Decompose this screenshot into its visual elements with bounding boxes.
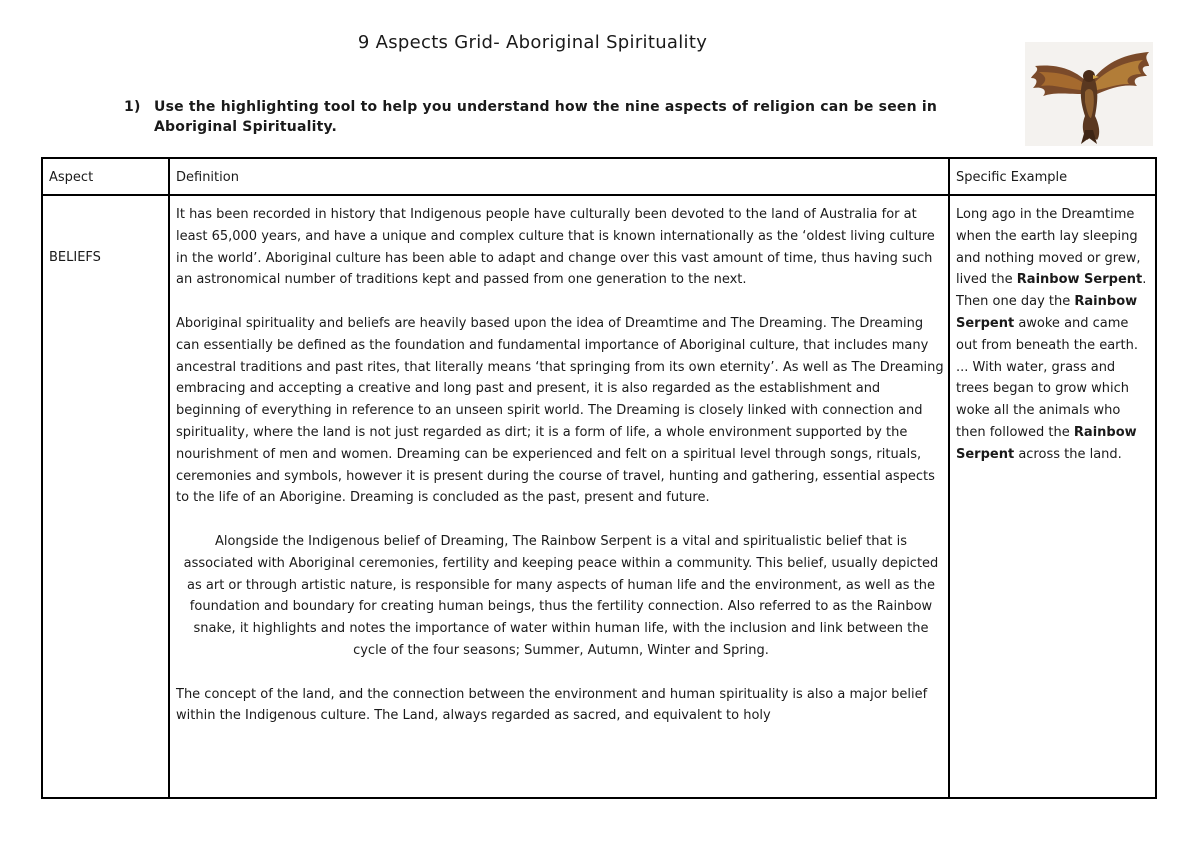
eagle-icon <box>1025 42 1153 146</box>
header-divider <box>43 194 1155 196</box>
example-text: across the land. <box>1014 446 1122 462</box>
definition-paragraph: Alongside the Indigenous belief of Dreaming, The Rainbow Serpent is a vital and spiritualistic belief that is associated with Aboriginal ceremonies, fertility and keeping peace within a community. This belief, usually depicted as art or through artistic nature, is responsible for many aspects of human life and the environment, as well as the foundation and boundary for creating human beings, thus the fertility connection. Also referred to as the Rainbow snake, it highlights and notes the importance of water within human life, with the inclusion and link between the cycle of the four seasons; Summer, Autumn, Winter and Spring. <box>183 533 939 658</box>
example-bold-term: Rainbow Serpent <box>956 424 1137 462</box>
example-bold-term: Rainbow Serpent <box>1016 272 1143 288</box>
specific-example-cell <box>956 204 1152 466</box>
header-definition: Definition <box>176 170 239 185</box>
definition-paragraph: It has been recorded in history that Indigenous people have culturally been devoted to the land of Australia for at least 65,000 years, and have a unique and complex culture that is known internationally as the ‘oldest living culture in the world’. Aboriginal culture has been able to adapt and change over this vast amount of time, thus having such an astronomical number of traditions kept and passed from one generation to the next. <box>176 207 935 288</box>
example-text: awoke and came out from beneath the earth. ... With water, grass and trees began to grow which woke all the animals who then followed the <box>956 315 1138 440</box>
instruction-text: Use the highlighting tool to help you understand how the nine aspects of religion can be seen in Aboriginal Spirituality. <box>154 99 937 135</box>
example-text: Long ago in the Dreamtime when the earth lay sleeping and nothing moved or grew, lived the <box>956 207 1141 288</box>
column-divider <box>168 159 170 797</box>
aspects-grid-table <box>41 157 1157 799</box>
header-aspect: Aspect <box>49 170 94 185</box>
definition-paragraph: Aboriginal spirituality and beliefs are heavily based upon the idea of Dreamtime and The Dreaming. The Dreaming can essentially be defined as the foundation and fundamental importance of Aboriginal culture, that includes many ancestral traditions and past rites, that literally means ‘that springing from its own eternity’. As well as The Dreaming embracing and accepting a creative and long past and present, it is also regarded as the establishment and beginning of everything in reference to an unseen spirit world. The Dreaming is closely linked with connection and spirituality, where the land is not just regarded as dirt; it is a form of life, a whole environment supported by the nourishment of men and women. Dreaming can be experienced and felt on a spiritual level through songs, rituals, ceremonies and symbols, however it is present during the course of travel, hunting and gathering, essential aspects to the life of an Aborigine. Dreaming is concluded as the past, present and future. <box>176 315 944 506</box>
header-specific-example: Specific Example <box>956 170 1068 185</box>
example-bold-term: Rainbow Serpent <box>956 294 1138 331</box>
definition-paragraph: The concept of the land, and the connection between the environment and human spirituality is also a major belief within the Indigenous culture. The Land, always regarded as sacred, and equivalent to holy <box>176 686 928 724</box>
example-text: . Then one day the <box>956 272 1147 310</box>
page-title: 9 Aspects Grid- Aboriginal Spirituality <box>357 32 708 53</box>
instruction-number: 1) <box>124 99 141 115</box>
definition-cell <box>176 204 946 749</box>
aspect-cell: BELIEFS <box>49 250 101 265</box>
eagle-illustration <box>1025 42 1153 146</box>
instruction <box>124 97 954 137</box>
column-divider <box>948 159 950 797</box>
